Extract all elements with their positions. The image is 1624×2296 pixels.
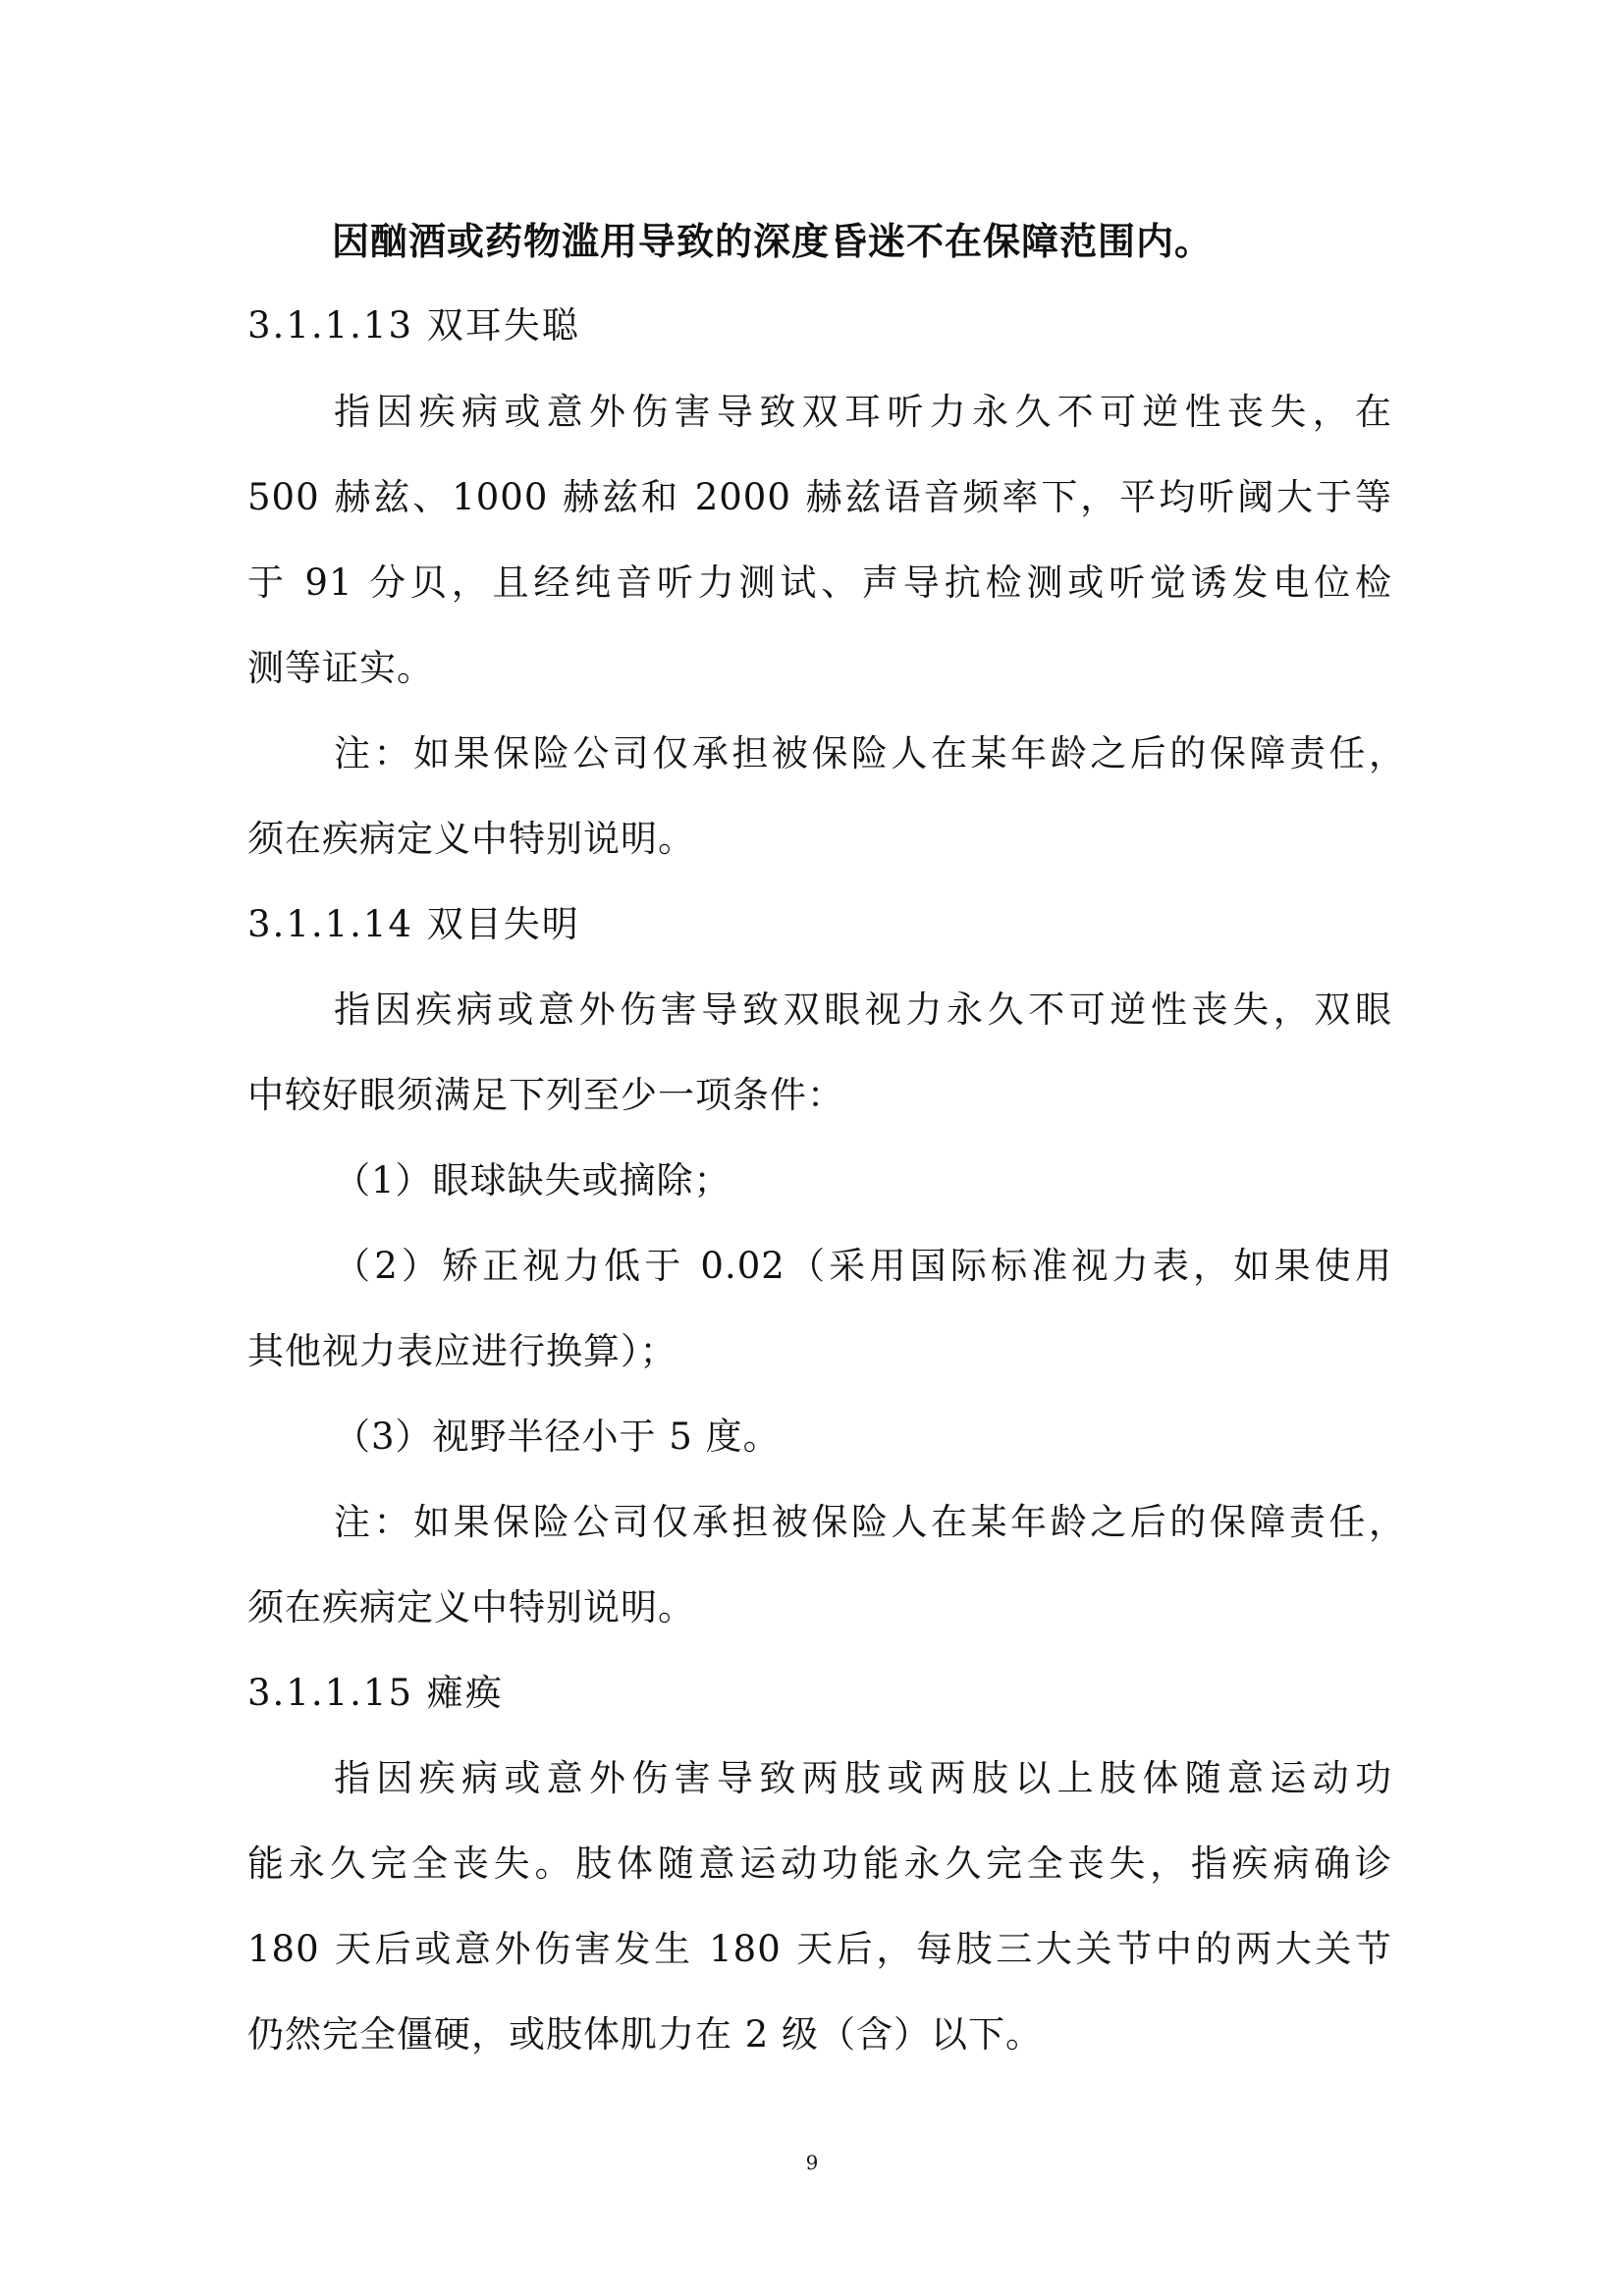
paragraph-line: 仍然完全僵硬，或肢体肌力在 2 级（含）以下。 — [247, 2013, 1044, 2056]
list-item-2: （2）矫正视力低于 0.02（采用国际标准视力表，如果使用 — [334, 1245, 1392, 1287]
note-line: 注：如果保险公司仅承担被保险人在某年龄之后的保障责任， — [334, 732, 1406, 774]
list-item-3: （3）视野半径小于 5 度。 — [334, 1415, 781, 1458]
page-number: 9 — [805, 2151, 819, 2174]
note-line: 须在疾病定义中特别说明。 — [247, 1586, 695, 1629]
paragraph-line: 指因疾病或意外伤害导致双耳听力永久不可逆性丧失，在 — [334, 391, 1392, 433]
paragraph-line: 指因疾病或意外伤害导致两肢或两肢以上肢体随意运动功 — [334, 1757, 1392, 1799]
note-line: 须在疾病定义中特别说明。 — [247, 818, 695, 860]
paragraph-line: 能永久完全丧失。肢体随意运动功能永久完全丧失，指疾病确诊 — [247, 1842, 1392, 1885]
paragraph-line: 180 天后或意外伤害发生 180 天后，每肢三大关节中的两大关节 — [247, 1928, 1392, 1970]
section-heading-3-1-1-13: 3.1.1.13 双耳失聪 — [247, 304, 580, 347]
note-line: 注：如果保险公司仅承担被保险人在某年龄之后的保障责任， — [334, 1501, 1406, 1543]
paragraph-line: 于 91 分贝，且经纯音听力测试、声导抗检测或听觉诱发电位检 — [247, 561, 1392, 604]
section-heading-3-1-1-15: 3.1.1.15 瘫痪 — [247, 1672, 504, 1714]
paragraph-line: 中较好眼须满足下列至少一项条件： — [247, 1074, 844, 1116]
paragraph-line: 500 赫兹、1000 赫兹和 2000 赫兹语音频率下，平均听阈大于等 — [247, 476, 1392, 518]
section-heading-3-1-1-14: 3.1.1.14 双目失明 — [247, 903, 580, 945]
list-item-1: （1）眼球缺失或摘除； — [334, 1159, 731, 1201]
paragraph-line: 测等证实。 — [247, 647, 434, 689]
paragraph-line: 指因疾病或意外伤害导致双眼视力永久不可逆性丧失，双眼 — [334, 988, 1392, 1031]
list-item-2-continued: 其他视力表应进行换算）； — [247, 1330, 677, 1372]
bold-exclusion-line: 因酗酒或药物滥用导致的深度昏迷不在保障范围内。 — [332, 220, 1214, 263]
